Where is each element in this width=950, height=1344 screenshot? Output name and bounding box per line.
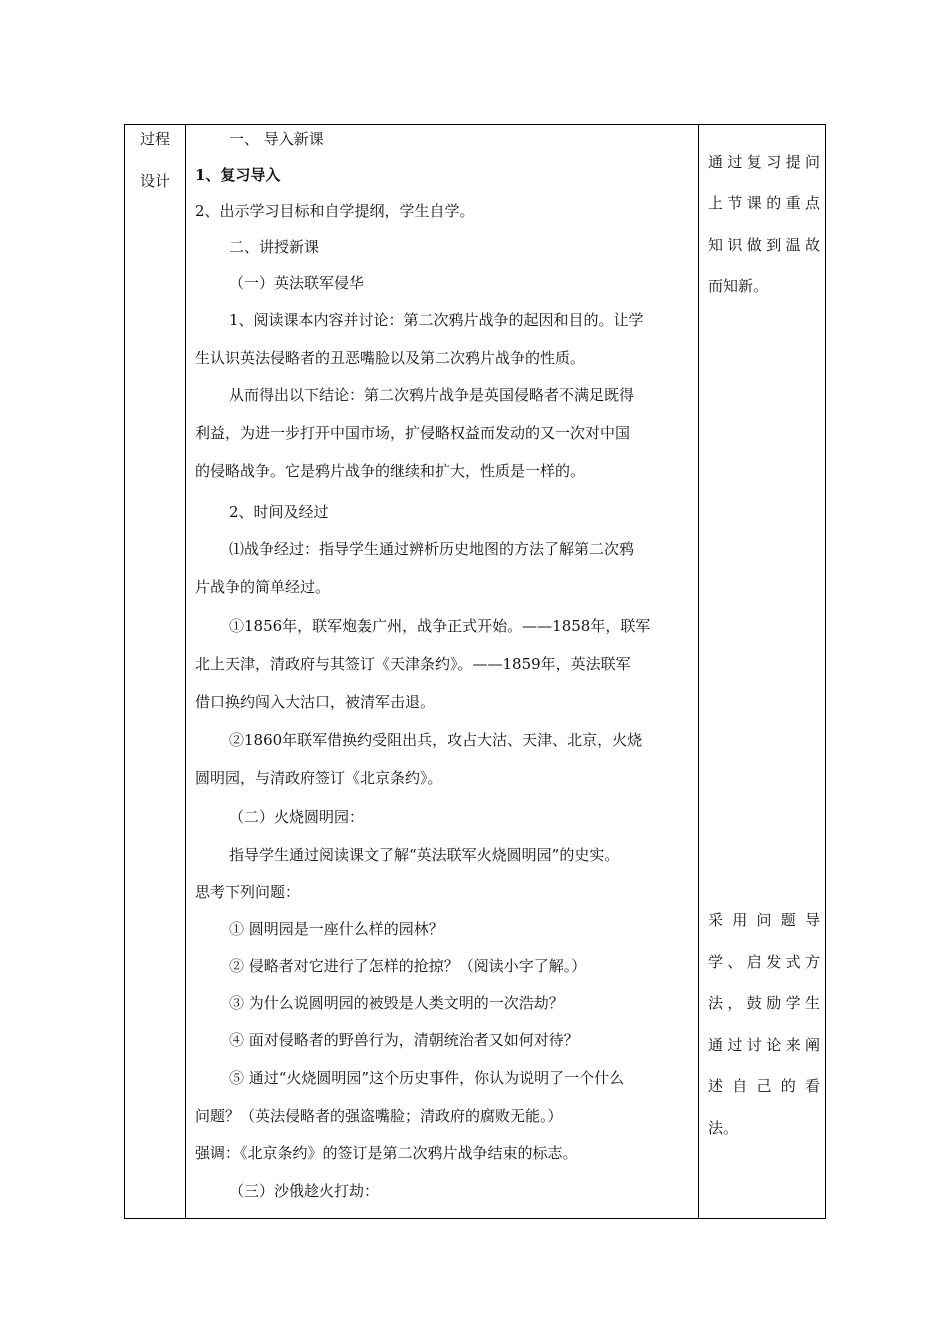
note-line: 法。 [708, 1119, 739, 1137]
column-divider-right [698, 125, 699, 1218]
question-item: ⑤ 通过“火烧圆明园”这个历史事件，你认为说明了一个什么 [229, 1069, 625, 1087]
note-line: 而知新。 [708, 277, 769, 295]
note-line: 学、启发式方 [708, 953, 820, 971]
subsection-heading: （三）沙俄趁火打劫： [229, 1182, 380, 1200]
paragraph-line: 2、出示学习目标和自学提纲，学生自学。 [195, 202, 475, 220]
paragraph-line: ①1856年，联军炮轰广州，战争正式开始。——1858年，联军 [229, 617, 651, 635]
lesson-plan-table [124, 124, 826, 1219]
note-line: 通过讨论来阐 [708, 1036, 820, 1054]
paragraph-line: 指导学生通过阅读课文了解“英法联军火烧圆明园”的史实。 [229, 846, 620, 864]
column-divider-left [185, 125, 186, 1218]
paragraph-line: 的侵略战争。它是鸦片战争的继续和扩大，性质是一样的。 [195, 462, 586, 480]
question-item: ③ 为什么说圆明园的被毁是人类文明的一次浩劫？ [229, 994, 564, 1012]
row-label-line-2: 设计 [139, 172, 170, 190]
paragraph-line: 圆明园，与清政府签订《北京条约》。 [195, 769, 443, 787]
section-heading: 一、 导入新课 [229, 130, 324, 148]
subsection-heading: （二）火烧圆明园： [229, 808, 365, 826]
paragraph-line: 2、时间及经过 [229, 503, 329, 521]
paragraph-line: 思考下列问题： [195, 883, 301, 901]
note-line: 通过复习提问 [708, 153, 820, 171]
question-item: ① 圆明园是一座什么样的园林？ [229, 920, 444, 938]
paragraph-line: 1、阅读课本内容并讨论：第二次鸦片战争的起因和目的。让学 [229, 311, 644, 329]
note-line: 法，鼓励学生 [708, 994, 820, 1012]
question-item: ② 侵略者对它进行了怎样的抢掠？（阅读小字了解。） [229, 957, 587, 975]
section-heading: 二、讲授新课 [229, 238, 320, 256]
note-line: 采用问题导 [708, 911, 820, 929]
paragraph-line: 北上天津，清政府与其签订《天津条约》。——1859年，英法联军 [195, 655, 631, 673]
paragraph-line: 生认识英法侵略者的丑恶嘴脸以及第二次鸦片战争的性质。 [195, 349, 586, 367]
paragraph-line: 利益，为进一步打开中国市场，扩侵略权益而发动的又一次对中国 [195, 424, 631, 442]
row-label-line-1: 过程 [139, 130, 170, 148]
paragraph-line: 问题？（英法侵略者的强盗嘴脸；清政府的腐败无能。） [195, 1107, 563, 1125]
note-line: 知识做到温故 [708, 236, 820, 254]
note-line: 述自己的看 [708, 1077, 820, 1095]
paragraph-line: ⑴战争经过：指导学生通过辨析历史地图的方法了解第二次鸦 [229, 540, 635, 558]
note-line: 上节课的重点 [708, 194, 820, 212]
question-item: ④ 面对侵略者的野兽行为，清朝统治者又如何对待？ [229, 1031, 579, 1049]
emphasis-line: 强调：《北京条约》的签订是第二次鸦片战争结束的标志。 [195, 1144, 578, 1162]
paragraph-line: 片战争的简单经过。 [195, 578, 331, 596]
subheading-bold: 1、复习导入 [195, 166, 281, 184]
paragraph-line: 从而得出以下结论：第二次鸦片战争是英国侵略者不满足既得 [229, 386, 635, 404]
paragraph-line: 借口换约闯入大沽口，被清军击退。 [195, 693, 436, 711]
paragraph-line: ②1860年联军借换约受阻出兵，攻占大沽、天津、北京，火烧 [229, 731, 643, 749]
subsection-heading: （一）英法联军侵华 [229, 274, 365, 292]
